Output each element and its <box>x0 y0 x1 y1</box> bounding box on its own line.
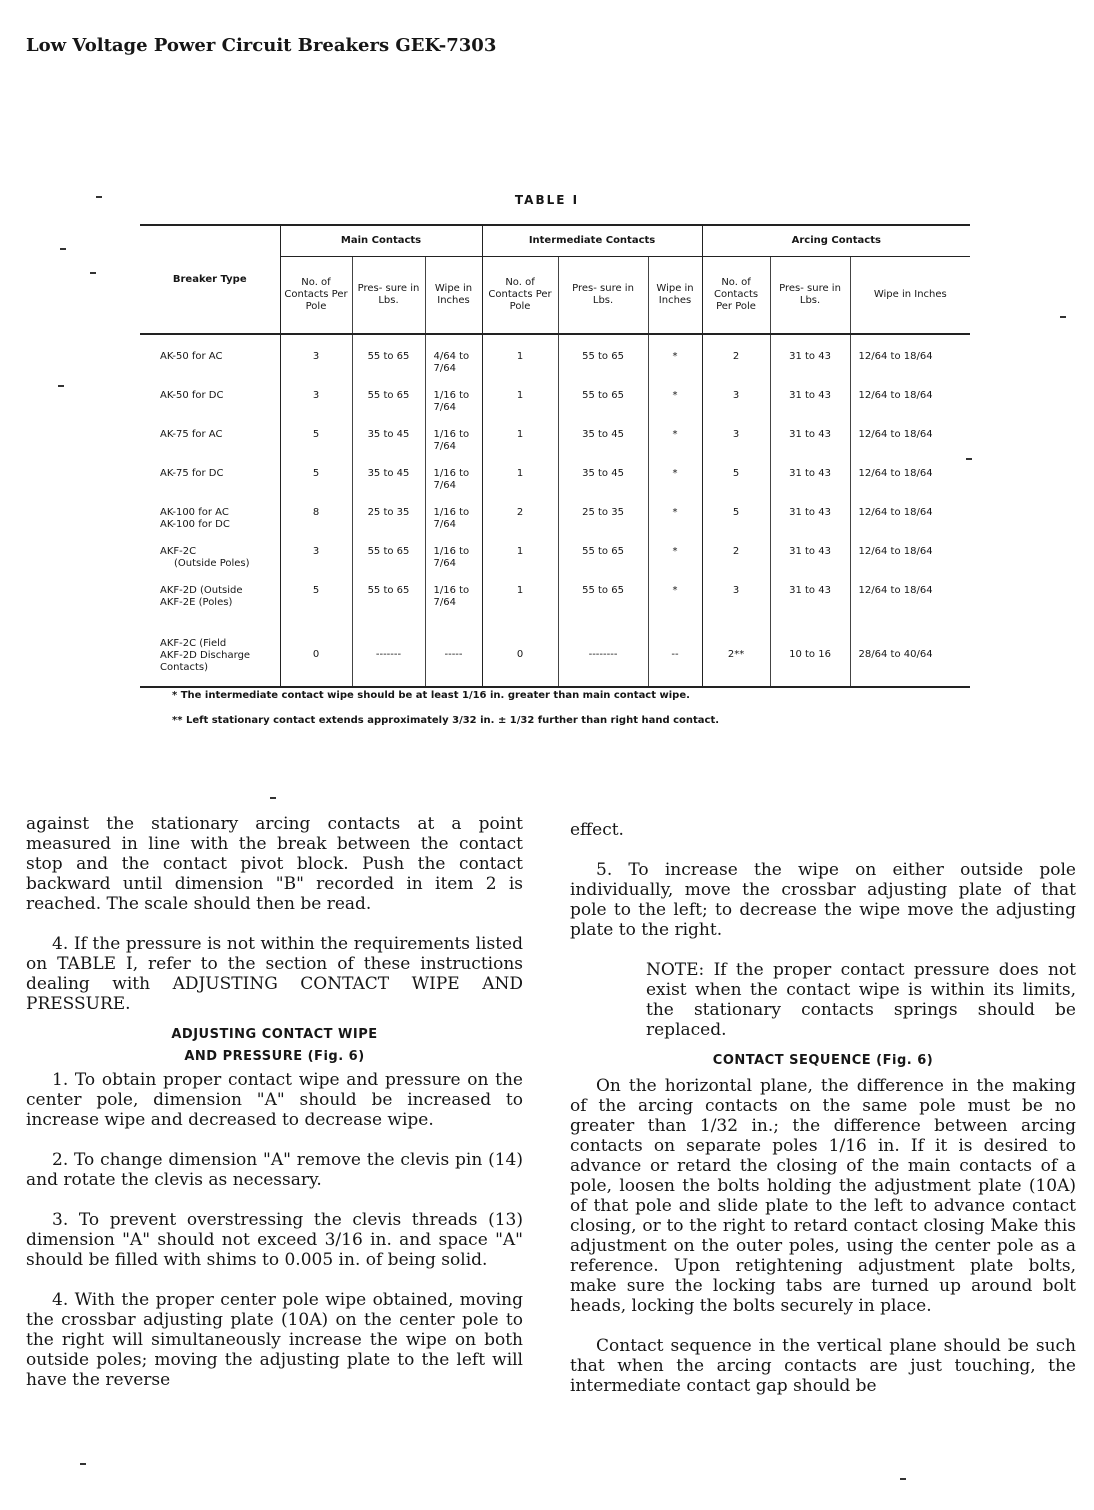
arcing-contacts-count: 3 <box>702 428 770 467</box>
intermediate-contacts-count: 1 <box>482 334 558 389</box>
table-row <box>140 584 970 623</box>
arcing-pressure: 31 to 43 <box>770 506 850 545</box>
column-header: Pres- sure in Lbs. <box>770 257 850 335</box>
scan-speck <box>1060 316 1066 318</box>
arcing-contacts-header: Arcing Contacts <box>702 225 970 257</box>
main-pressure: 35 to 45 <box>352 467 425 506</box>
main-pressure: 55 to 65 <box>352 584 425 623</box>
main-contacts-count: 3 <box>280 334 352 389</box>
main-contacts-count: 0 <box>280 623 352 687</box>
main-contacts-count: 5 <box>280 467 352 506</box>
table-row <box>140 545 970 584</box>
scan-speck <box>60 248 66 250</box>
arcing-contacts-count: 3 <box>702 584 770 623</box>
intermediate-wipe: * <box>648 428 702 467</box>
main-contacts-count: 3 <box>280 389 352 428</box>
scan-speck <box>900 1478 906 1480</box>
scan-speck <box>90 272 96 274</box>
main-wipe: ----- <box>425 623 482 687</box>
arcing-contacts-count: 2 <box>702 545 770 584</box>
intermediate-wipe: -- <box>648 623 702 687</box>
main-contacts-count: 5 <box>280 584 352 623</box>
main-contacts-count: 5 <box>280 428 352 467</box>
main-pressure: ------- <box>352 623 425 687</box>
intermediate-contacts-count: 1 <box>482 389 558 428</box>
intermediate-pressure: 55 to 65 <box>558 584 648 623</box>
intermediate-contacts-count: 1 <box>482 584 558 623</box>
arcing-pressure: 31 to 43 <box>770 428 850 467</box>
table-row <box>140 467 970 506</box>
arcing-contacts-count: 5 <box>702 467 770 506</box>
paragraph: On the horizontal plane, the difference in the making of the arcing contacts on the same pole must be no greater than 1/32 in.; the difference between arcing contacts on separate poles 1/16 in. If it is desired to advance or retard the closing of the main contacts of a pole, loosen the bolts holding the adjustment plate (10A) of that pole and slide plate to the left to advance contact closing, or to the right to retard contact closing Make this adjustment on the outer poles, using the center pole as a reference. Upon retightening adjustment plate bolts, make sure the locking tabs are turned up around bolt heads, locking the bolts securely in place. <box>570 1076 1076 1316</box>
column-header: Wipe in Inches <box>425 257 482 335</box>
arcing-wipe: 12/64 to 18/64 <box>850 334 970 389</box>
paragraph: Contact sequence in the vertical plane should be such that when the arcing contacts are just touching, the intermediate contact gap should be <box>570 1336 1076 1396</box>
intermediate-contacts-header: Intermediate Contacts <box>482 225 702 257</box>
breaker-type: AK-100 for AC <box>160 507 229 518</box>
arcing-pressure: 10 to 16 <box>770 623 850 687</box>
arcing-pressure: 31 to 43 <box>770 584 850 623</box>
scan-speck <box>96 196 102 198</box>
breaker-type: AK-50 for AC <box>160 351 223 362</box>
page-header: Low Voltage Power Circuit Breakers GEK-7303 <box>26 35 497 56</box>
intermediate-wipe: * <box>648 334 702 389</box>
section-heading: CONTACT SEQUENCE (Fig. 6) <box>712 1053 934 1068</box>
arcing-pressure: 31 to 43 <box>770 389 850 428</box>
breaker-type-line2: (Outside Poles) <box>174 558 250 569</box>
column-header: No. of Contacts Per Pole <box>482 257 558 335</box>
intermediate-pressure: 55 to 65 <box>558 334 648 389</box>
main-wipe: 4/64 to 7/64 <box>425 334 482 389</box>
scan-speck <box>270 797 276 799</box>
intermediate-contacts-count: 1 <box>482 545 558 584</box>
column-header: No. of Contacts Per Pole <box>280 257 352 335</box>
right-column <box>570 820 1076 1416</box>
main-contacts-count: 3 <box>280 545 352 584</box>
section-heading: ADJUSTING CONTACT WIPE <box>171 1027 378 1042</box>
arcing-wipe: 12/64 to 18/64 <box>850 389 970 428</box>
main-pressure: 55 to 65 <box>352 389 425 428</box>
note-paragraph: NOTE: If the proper contact pressure does not exist when the contact wipe is within its limits, the stationary contacts springs should be replaced. <box>646 960 1076 1040</box>
paragraph: against the stationary arcing contacts at a point measured in line with the break between the contact stop and the contact pivot block. Push the contact backward until dimension "B" recorded in item 2 is reached. The scale should then be read. <box>26 814 523 914</box>
main-wipe: 1/16 to 7/64 <box>425 467 482 506</box>
main-contacts-header: Main Contacts <box>280 225 482 257</box>
table-row <box>140 389 970 428</box>
main-pressure: 35 to 45 <box>352 428 425 467</box>
intermediate-wipe: * <box>648 584 702 623</box>
arcing-wipe: 12/64 to 18/64 <box>850 467 970 506</box>
breaker-type: AK-75 for AC <box>160 429 223 440</box>
main-pressure: 55 to 65 <box>352 334 425 389</box>
scan-speck <box>58 385 64 387</box>
breaker-type: AKF-2C <box>160 546 197 557</box>
column-header: Pres- sure in Lbs. <box>352 257 425 335</box>
arcing-wipe: 12/64 to 18/64 <box>850 506 970 545</box>
paragraph: 3. To prevent overstressing the clevis threads (13) dimension "A" should not exceed 3/16 in. and space "A" should be filled with shims to 0.005 in. of being solid. <box>26 1210 523 1270</box>
contact-specs-table <box>140 224 970 688</box>
main-pressure: 55 to 65 <box>352 545 425 584</box>
intermediate-contacts-count: 1 <box>482 428 558 467</box>
intermediate-wipe: * <box>648 389 702 428</box>
table-row <box>140 428 970 467</box>
main-contacts-count: 8 <box>280 506 352 545</box>
arcing-wipe: 12/64 to 18/64 <box>850 428 970 467</box>
arcing-wipe: 12/64 to 18/64 <box>850 545 970 584</box>
breaker-type: AKF-2C (Field AKF-2D Discharge Contacts) <box>160 638 251 673</box>
arcing-pressure: 31 to 43 <box>770 467 850 506</box>
breaker-type-line2: AKF-2E (Poles) <box>160 597 233 608</box>
scan-speck <box>80 1463 86 1465</box>
column-header: Wipe in Inches <box>648 257 702 335</box>
column-header: No. of Contacts Per Pole <box>702 257 770 335</box>
intermediate-pressure: 35 to 45 <box>558 428 648 467</box>
paragraph: 4. If the pressure is not within the requirements listed on TABLE I, refer to the section of these instructions dealing with ADJUSTING CONTACT WIPE AND PRESSURE. <box>26 934 523 1014</box>
intermediate-pressure: 25 to 35 <box>558 506 648 545</box>
arcing-pressure: 31 to 43 <box>770 545 850 584</box>
intermediate-wipe: * <box>648 545 702 584</box>
intermediate-pressure: 35 to 45 <box>558 467 648 506</box>
arcing-contacts-count: 2** <box>702 623 770 687</box>
table-row <box>140 506 970 545</box>
arcing-contacts-count: 3 <box>702 389 770 428</box>
breaker-type: AKF-2D (Outside <box>160 585 243 596</box>
paragraph: 4. With the proper center pole wipe obtained, moving the crossbar adjusting plate (10A) on the center pole to the right will simultaneously increase the wipe on both outside poles; moving the adjusting plate to the left will have the reverse <box>26 1290 523 1390</box>
table-footnote: ** Left stationary contact extends approximately 3/32 in. ± 1/32 further than right hand contact. <box>172 715 720 726</box>
arcing-pressure: 31 to 43 <box>770 334 850 389</box>
scan-speck <box>966 458 972 460</box>
arcing-contacts-count: 5 <box>702 506 770 545</box>
intermediate-wipe: * <box>648 506 702 545</box>
intermediate-pressure: 55 to 65 <box>558 389 648 428</box>
main-wipe: 1/16 to 7/64 <box>425 389 482 428</box>
intermediate-pressure: 55 to 65 <box>558 545 648 584</box>
intermediate-contacts-count: 0 <box>482 623 558 687</box>
intermediate-contacts-count: 1 <box>482 467 558 506</box>
table-footnote: * The intermediate contact wipe should be at least 1/16 in. greater than main contact wipe. <box>172 690 690 701</box>
table-title: TABLE I <box>514 193 580 207</box>
main-wipe: 1/16 to 7/64 <box>425 428 482 467</box>
paragraph: effect. <box>570 820 624 840</box>
main-wipe: 1/16 to 7/64 <box>425 584 482 623</box>
table-row <box>140 334 970 389</box>
table-row <box>140 623 970 687</box>
arcing-wipe: 28/64 to 40/64 <box>850 623 970 687</box>
arcing-contacts-count: 2 <box>702 334 770 389</box>
breaker-type-line2: AK-100 for DC <box>160 519 230 530</box>
column-header: Pres- sure in Lbs. <box>558 257 648 335</box>
breaker-type: AK-50 for DC <box>160 390 224 401</box>
main-wipe: 1/16 to 7/64 <box>425 506 482 545</box>
main-wipe: 1/16 to 7/64 <box>425 545 482 584</box>
arcing-wipe: 12/64 to 18/64 <box>850 584 970 623</box>
intermediate-pressure: -------- <box>558 623 648 687</box>
main-pressure: 25 to 35 <box>352 506 425 545</box>
column-header: Wipe in Inches <box>850 257 970 335</box>
left-column <box>26 814 523 1410</box>
paragraph: 2. To change dimension "A" remove the clevis pin (14) and rotate the clevis as necessary. <box>26 1150 523 1190</box>
breaker-type-header: Breaker Type <box>140 225 280 334</box>
section-heading: AND PRESSURE (Fig. 6) <box>184 1049 365 1064</box>
intermediate-contacts-count: 2 <box>482 506 558 545</box>
paragraph: 5. To increase the wipe on either outside pole individually, move the crossbar adjusting plate of that pole to the left; to decrease the wipe move the adjusting plate to the right. <box>570 860 1076 940</box>
intermediate-wipe: * <box>648 467 702 506</box>
paragraph: 1. To obtain proper contact wipe and pressure on the center pole, dimension "A" should be increased to increase wipe and decreased to decrease wipe. <box>26 1070 523 1130</box>
breaker-type: AK-75 for DC <box>160 468 224 479</box>
